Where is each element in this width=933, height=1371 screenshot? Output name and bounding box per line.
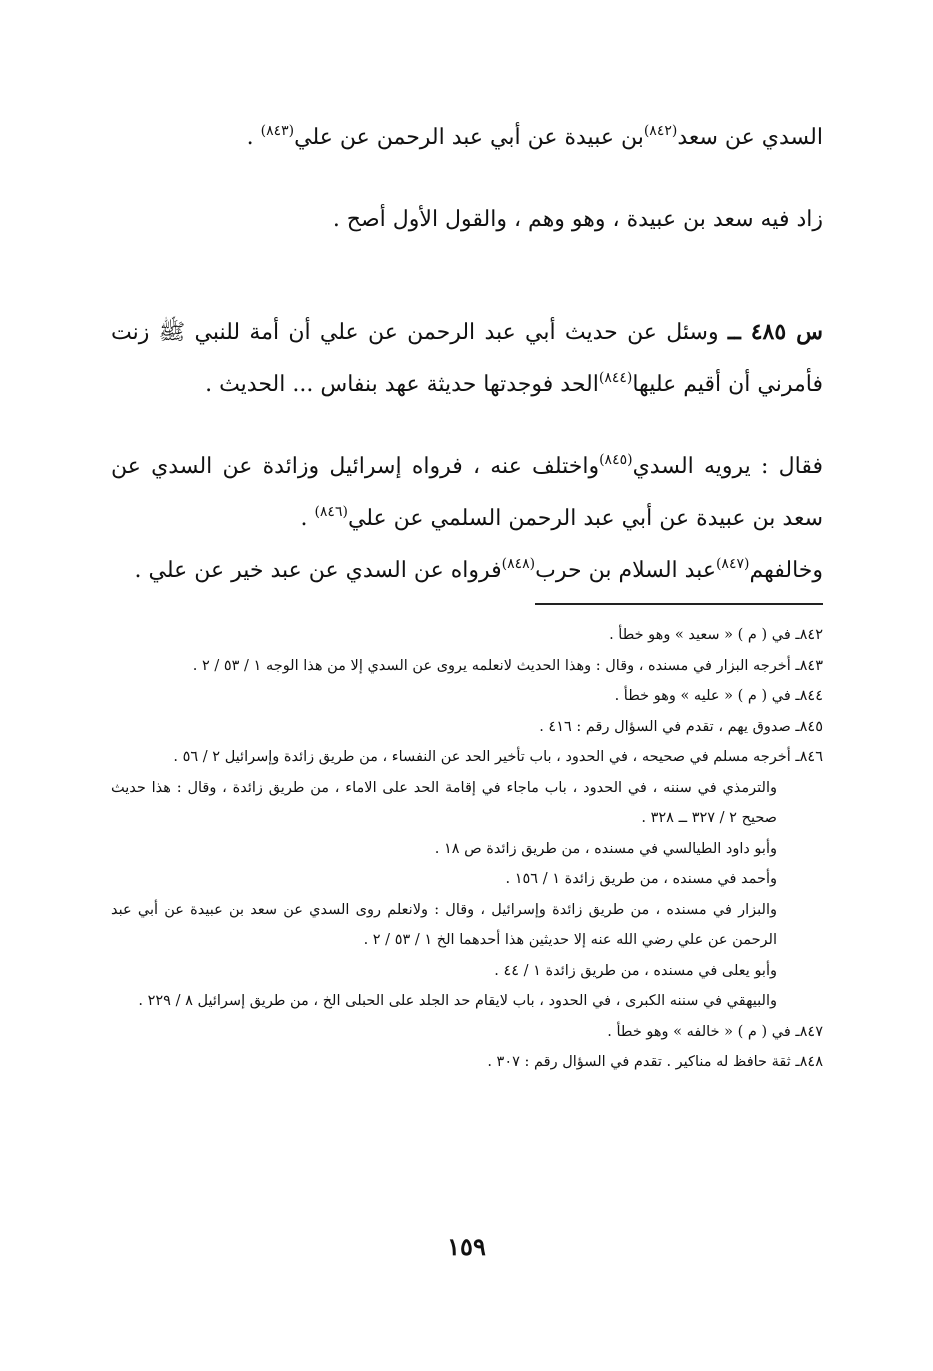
footnote-ref-847[interactable]: (٨٤٧) [715,556,750,572]
main-text [111,112,823,597]
text-run: الحد فوجدتها حديثة عهد بنفاس ... الحديث . [205,372,599,397]
footnote-846-bazzar: والبزار في مسنده ، من طريق زائدة وإسرائيل ، وقال : ولانعلم روى السدي عن سعد بن عبيدة عن أبي عبد الرحمن عن علي رضي الله عنه إلا حديثين هذا أحدهما الخ ١ / ٥٣ / ٢ . [111,901,777,948]
footnote-ref-844[interactable]: (٨٤٤) [598,370,633,386]
footnote-846-tirmidhi: والترمذي في سننه ، في الحدود ، باب ماجاء في إقامة الحد على الاماء ، من طريق زائدة ، وقال : هذا حديث صحيح ٢ / ٣٢٧ ــ ٣٢٨ . [111,779,777,826]
spacer [111,411,823,441]
paragraph-2: زاد فيه سعد بن عبيدة ، وهو وهم ، والقول الأول أصح . [332,207,823,232]
footnote-847: ٨٤٧ـ في ( م ) « خالفه » وهو خطأ . [607,1023,823,1040]
footnote-846-abuyala: وأبو يعلى في مسنده ، من طريق زائدة ١ / ٤٤ . [494,962,777,979]
text-run: . [300,506,315,531]
footnote-separator [535,603,823,605]
footnote-846-ahmad: وأحمد في مسنده ، من طريق زائدة ١ / ١٥٦ . [505,871,777,887]
text-run: فقال : يرويه السدي [632,454,823,479]
spacer [111,164,823,194]
spacer [111,246,823,306]
footnote-ref-843[interactable]: (٨٤٣) [260,123,295,139]
text-run: عبد السلام بن حرب [535,558,716,583]
footnote-ref-846[interactable]: (٨٤٦) [314,504,348,520]
page-number: ١٥٩ [447,1232,486,1261]
footnote-ref-848[interactable]: (٨٤٨) [501,556,536,572]
paragraph-1 [111,112,823,164]
footnote-846: ٨٤٦ـ أخرجه مسلم في صحيحه ، في الحدود ، باب تأخير الحد عن النفساء ، من طريق زائدة وإسرائيل ٢ / ٥٦ . [173,749,823,765]
text-run: وخالفهم [749,558,823,583]
text-run: وسئل عن حديث أبي عبد الرحمن عن علي أن أمة للنبي ﷺ زنت فأمرني أن أقيم عليها [111,320,823,397]
footnotes [111,620,823,1078]
question-number: س ٤٨٥ ــ [727,319,823,345]
dissent-paragraph [111,545,823,597]
footnote-ref-845[interactable]: (٨٤٥) [599,452,633,468]
text-run: . [246,125,261,150]
footnote-842: ٨٤٢ـ في ( م ) « سعيد » وهو خطأ . [609,627,823,643]
footnote-846-tayalisi: وأبو داود الطيالسي في مسنده ، من طريق زائدة ص ١٨ . [434,840,777,857]
question-485 [111,306,823,411]
footnote-846-bayhaqi: والبيهقي في سننه الكبرى ، في الحدود ، باب لايقام حد الجلد على الحبلى الخ ، من طريق إسرائيل ٨ / ٢٢٩ . [138,993,777,1009]
footnote-843: ٨٤٣ـ أخرجه البزار في مسنده ، وقال : وهذا الحديث لانعلمه يروى عن السدي إلا من هذا الوجه ١ / ٥٣ / ٢ . [192,657,823,674]
footnote-848: ٨٤٨ـ ثقة حافظ له مناكير . تقدم في السؤال رقم : ٣٠٧ . [487,1054,823,1070]
text-run: واختلف عنه ، فرواه إسرائيل وزائدة عن السدي عن سعد بن عبيدة عن أبي عبد الرحمن السلمي عن علي [111,454,823,531]
text-run: السدي عن سعد [677,125,823,150]
footnote-844: ٨٤٤ـ في ( م ) « عليه » وهو خطأ . [614,688,823,704]
footnote-845: ٨٤٥ـ صدوق يهم ، تقدم في السؤال رقم : ٤١٦ . [539,718,823,735]
text-run: بن عبيدة عن أبي عبد الرحمن عن علي [294,125,644,150]
text-run: فرواه عن السدي عن عبد خير عن علي . [134,558,502,583]
footnote-ref-842[interactable]: (٨٤٢) [643,123,678,139]
answer-paragraph [111,441,823,545]
